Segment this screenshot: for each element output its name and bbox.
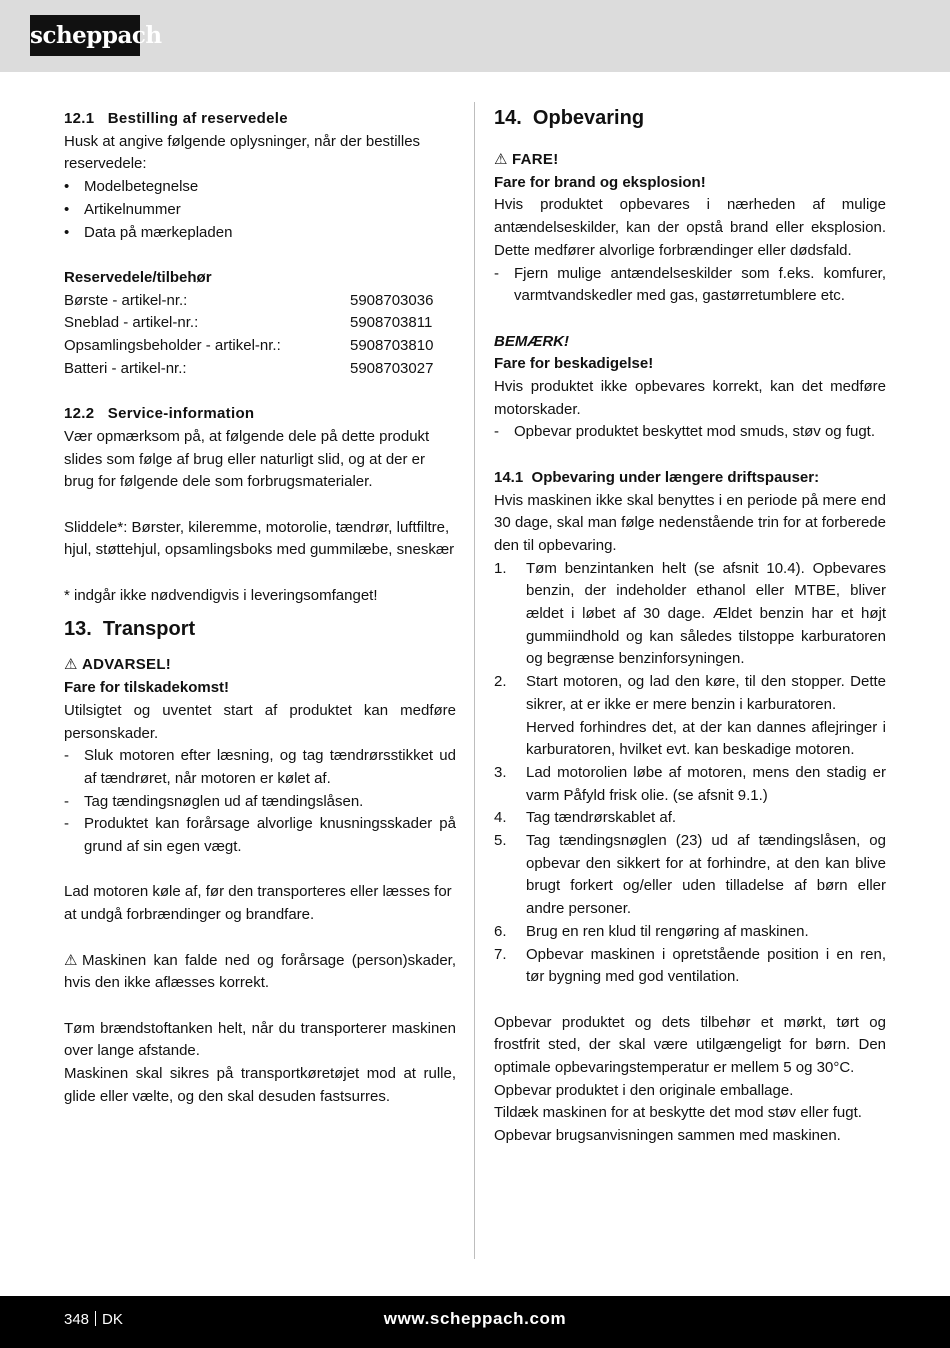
part-number: 5908703810 [350, 337, 434, 355]
danger-subheading: Fare for brand og eksplosion! [494, 173, 706, 191]
list-item: • Artikelnummer [64, 199, 456, 222]
fall-warning [64, 950, 456, 995]
part-number: 5908703811 [350, 314, 433, 332]
note-list [494, 421, 886, 444]
part-name: Batteri - artikel-nr.: [64, 359, 187, 377]
list-item: 7. Opbevar maskinen i opretstående position i en ren, tør bygning med god ventilation. [494, 945, 886, 986]
cover-text: Tildæk maskinen for at beskytte det mod støv eller fugt. [494, 1104, 862, 1122]
language-code: DK [102, 1311, 123, 1328]
list-item: - Tag tændingsnøglen ud af tændingslåsen. [64, 791, 456, 814]
parts-heading: Reservedele/tilbehør [64, 268, 212, 286]
warning-list [64, 745, 456, 859]
packaging-text: Opbevar produktet i den originale emballage. [494, 1081, 794, 1099]
note-subheading: Fare for beskadigelse! [494, 355, 654, 373]
danger-list [494, 263, 886, 308]
parts-table [64, 290, 440, 381]
cool-down-text: Lad motoren køle af, før den transporteres eller læsses for at undgå forbrændinger og brandfare. [64, 883, 452, 924]
danger-label: FARE! [512, 151, 559, 168]
note-text: Hvis produktet ikke opbevares korrekt, kan det medføre motorskader. [494, 378, 886, 418]
table-row [64, 290, 440, 313]
list-item: - Opbevar produktet beskyttet mod smuds, støv og fugt. [494, 421, 886, 444]
footnote-text: * indgår ikke nødvendigvis i leveringsomfanget! [64, 586, 378, 604]
fuel-tank-text: Tøm brændstoftanken helt, når du transporterer maskinen over lange afstande. [64, 1019, 456, 1060]
warning-heading [64, 654, 456, 677]
list-item: • Data på mærkepladen [64, 222, 456, 245]
list-item: 1. Tøm benzintanken helt (se afsnit 10.4). Opbevares benzin, der indeholder ethanol eller MTBE, bliver ældet i løbet af 30 dage. Ældet benzin har et højt gummiindhold og kan således tilstoppe karburatoren og begrænse benzinforsyningen. [494, 559, 886, 668]
table-row [64, 335, 440, 358]
warning-text: Utilsigtet og uventet start af produktet kan medføre personskader. [64, 701, 456, 742]
section-13-heading: 13. Transport [64, 618, 196, 641]
page-footer [0, 1296, 950, 1348]
page-number: 348 [64, 1311, 90, 1328]
part-name: Opsamlingsbeholder - artikel-nr.: [64, 337, 281, 355]
list-item: 4. Tag tændrørskablet af. [494, 809, 677, 827]
fall-warning-text: Maskinen kan falde ned og forårsage (person)skader, hvis den ikke aflæsses korrekt. [64, 951, 456, 992]
storage-steps-list [494, 558, 886, 989]
list-item: - Fjern mulige antændelseskilder som f.eks. komfurer, varmtvandskedler med gas, gastørretumblere etc. [494, 263, 886, 308]
table-row [64, 358, 440, 381]
warning-subheading: Fare for tilskadekomst! [64, 679, 230, 697]
section-12-1-heading: 12.1 Bestilling af reservedele [64, 110, 288, 127]
right-column [494, 108, 886, 1148]
part-number: 5908703036 [350, 291, 434, 309]
wear-parts-text: Sliddele*: Børster, kileremme, motorolie, tændrør, luftfiltre, hjul, støttehjul, opsamlingsboks med gummilæbe, sneskær [64, 518, 455, 559]
top-header-bar [0, 0, 950, 72]
order-info-list [64, 176, 456, 244]
warning-triangle-icon: ⚠ [64, 656, 78, 674]
part-name: Børste - artikel-nr.: [64, 291, 188, 309]
storage-text: Opbevar produktet og dets tilbehør et mørkt, tørt og frostfrit sted, der skal være utilgængeligt for børn. Den optimale opbevaringstemperatur er mellem 5 og 30°C. [494, 1013, 886, 1077]
list-item: 2. Start motoren, og lad den køre, til den stopper. Dette sikrer, at er ikke er mere benzin i karburatoren. Herved forhindres det, at der kan dannes aflejringer i karburatoren, hvilket evt. kan beskadige motoren. [494, 673, 886, 759]
list-item: - Produktet kan forårsage alvorlige knusningsskader på grund af sin egen vægt. [64, 813, 456, 858]
list-item: - Sluk motoren efter læsning, og tag tændrørsstikket ud af tændrøret, når motoren er kølet af. [64, 745, 456, 790]
section-14-heading: 14. Opbevaring [494, 107, 645, 129]
scheppach-logo: scheppach [30, 15, 140, 56]
warning-label: ADVARSEL! [82, 656, 172, 674]
list-item: 3. Lad motorolien løbe af motoren, mens den stadig er varm Påfyld frisk olie. (se afsnit 9.1.) [494, 763, 886, 804]
danger-text: Hvis produktet opbevares i nærheden af mulige antændelseskilder, kan der opstå brand eller eksplosion. Dette medfører alvorlige forbrændinger eller dødsfald. [494, 196, 886, 259]
website-url: www.scheppach.com [383, 1309, 567, 1328]
section-12-1-intro: Husk at angive følgende oplysninger, når der bestilles reservedele: [64, 132, 421, 173]
warning-triangle-icon: ⚠ [64, 951, 78, 969]
section-14-1-heading: 14.1 Opbevaring under længere driftspauser: [494, 468, 820, 486]
section-12-2-heading: 12.2 Service-information [64, 405, 255, 423]
part-number: 5908703027 [350, 359, 434, 377]
note-label: BEMÆRK! [494, 332, 569, 350]
warning-triangle-icon: ⚠ [494, 151, 508, 168]
part-name: Sneblad - artikel-nr.: [64, 314, 199, 332]
section-12-2-text: Vær opmærksom på, at følgende dele på dette produkt slides som følge af brug eller naturligt slid, og at der er brug for følgende dele som forbrugsmaterialer. [64, 427, 430, 491]
table-row [64, 312, 440, 335]
list-item: 5. Tag tændingsnøglen (23) ud af tændingslåsen, og opbevar den sikkert for at forhindre, at den kan blive brugt forkert og/eller uden tilladelse af børn eller andre personer. [494, 832, 886, 918]
column-divider [474, 102, 475, 1259]
list-item: 6. Brug en ren klud til rengøring af maskinen. [494, 922, 809, 940]
left-column [64, 108, 456, 1108]
list-item: • Modelbetegnelse [64, 176, 456, 199]
manual-text: Opbevar brugsanvisningen sammen med maskinen. [494, 1127, 841, 1145]
danger-heading [494, 149, 886, 172]
section-14-1-intro: Hvis maskinen ikke skal benyttes i en periode på mere end 30 dage, skal man følge nedenstående trin for at forberede den til opbevaring. [494, 491, 886, 554]
secure-transport-text: Maskinen skal sikres på transportkøretøjet mod at rulle, glide eller vælte, og den skal desuden fastsurres. [64, 1065, 456, 1105]
